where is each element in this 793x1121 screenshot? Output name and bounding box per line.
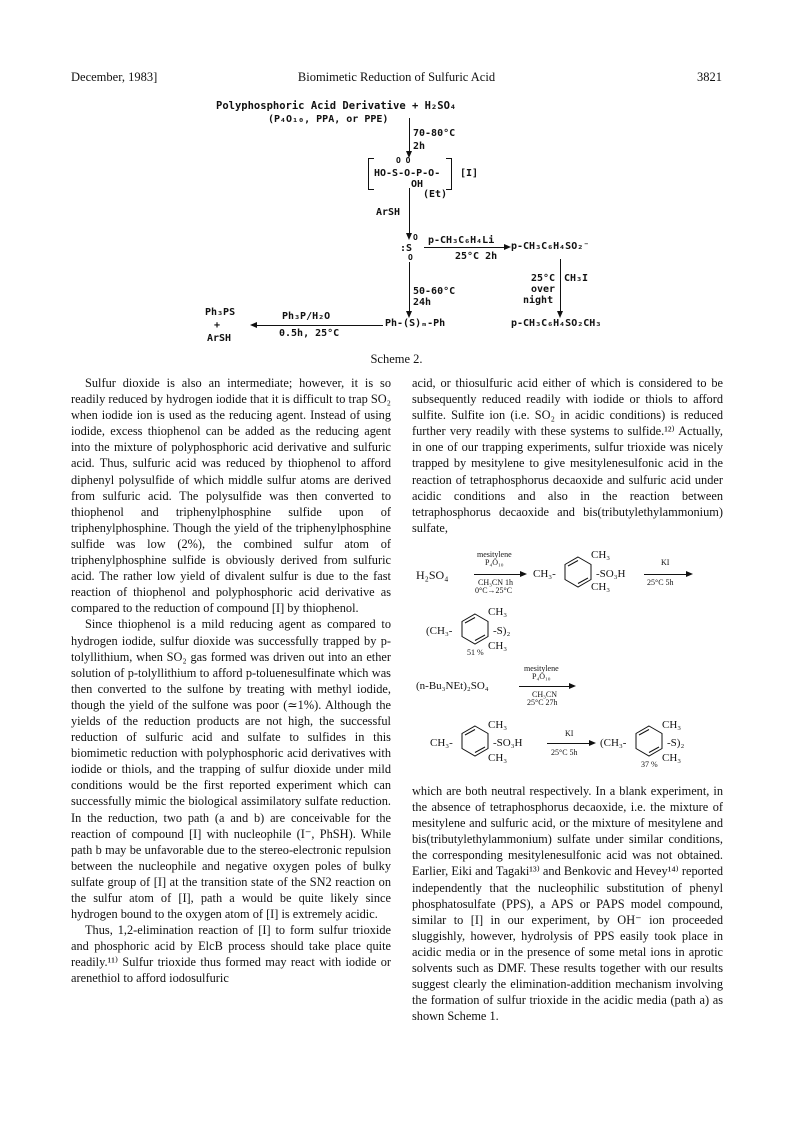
scheme-reactant-options: (P₄O₁₀, PPA, or PPE) (268, 114, 389, 125)
r1-reagent: mesitylene (477, 550, 512, 559)
scheme-arrow-4 (560, 259, 561, 314)
scheme-caption: Scheme 2. (370, 352, 423, 366)
so2-o-top: O (413, 233, 418, 242)
left-column (71, 375, 391, 987)
so2-label: :S (400, 243, 413, 254)
arrow-head (686, 571, 693, 577)
scheme-arrow-3 (424, 247, 506, 248)
methylation-over: over (531, 284, 556, 295)
r3-reactant: (n-Bu₃NEt)₂SO₄ (416, 680, 489, 692)
arrow-head (250, 322, 257, 328)
scheme-reactants: Polyphosphoric Acid Derivative + H₂SO₄ (216, 100, 457, 112)
paragraph: Since thiophenol is a mild reducing agent as compared to hydrogen iodide, sulfur dioxide was successfully trapped by p-tolyllithium, when SO₂ gas formed was driven out into an ether solution of p-tolyllithium to afford p-toluenesulfinate which was then converted to the sulfone by treating with methyl iodide, though the yield of the sulfone was poor (≃1%). Although the yields of the reduction products are not high, the successful reduction of sulfuric acid and sulfate to sulfides in this biomimetic reduction with polyphosphoric acid derivatives with iodide or thiols, and the trapping of sulfur dioxide under mild conditions would be the first reported experiment which can successfully mimic the biological assimilatory sulfate reduction. In the reduction, two path (a and b) are conceivable for the reaction of compound [I] with nucleophile (I⁻, PhSH). While path b may be unfavorable due to the stereo-electronic repulsion between the nucleophile and negative oxygen poles of bulky sulfate group of [I] at the transition state of the SN2 reaction on the sulfur atom of [I], path a would be quite likely since hydrogen bound to the oxygen atom of [I] is extremely acidic. (71, 617, 391, 922)
scheme-arrow-2 (409, 188, 410, 236)
reagent-arsh: ArSH (376, 207, 401, 218)
right-column-top (412, 375, 723, 536)
intermediate-formula: HO-S-O-P-O- (374, 168, 441, 179)
scheme-arrow-1 (409, 118, 410, 154)
paragraph: acid, or thiosulfuric acid either of which is considered to be subsequently reduced readily with iodide or thiols to afford sulfite. Sulfite ion (i.e. SO₂ in acidic conditions) is reduced further very readily with these systems to sulfide.¹²⁾ Actually, in one of our trapping experiments, sulfur trioxide was nicely trapped by mesitylene to give mesitylenesulfonic acid in the reaction of tetraphosphorus decaoxide and sulfuric acid under acidic conditions and also in the reaction between tetraphosphorus decaoxide and bis(tributylethylammonium) sulfate, (412, 376, 723, 535)
intermediate-et: (Et) (423, 189, 448, 200)
scheme-cond-time: 2h (413, 141, 426, 152)
product-ph3ps: Ph₃PS (205, 307, 236, 318)
intermediate-oh: OH (411, 179, 424, 190)
r1-reactant: H₂SO₄ (416, 568, 449, 582)
r1-cond2: 0°C→25°C (475, 586, 513, 595)
polysulfide: Ph-(S)ₘ-Ph (385, 318, 446, 329)
page-number: 3821 (697, 70, 722, 84)
right-column-bottom (412, 783, 723, 1024)
arrow-head (520, 571, 527, 577)
arrow-head (406, 311, 412, 318)
r1-reagent-sub: P₄O₁₀ (485, 558, 504, 567)
methylation-temp: 25°C (531, 273, 556, 284)
running-header-title: Biomimetic Reduction of Sulfuric Acid (297, 70, 496, 84)
sulfone-product: p-CH₃C₆H₄SO₂CH₃ (511, 318, 602, 329)
so2-o-bottom: O (408, 253, 413, 262)
li-reagent: p-CH₃C₆H₄Li (428, 235, 495, 246)
running-header-date: December, 1983] (71, 70, 158, 84)
methylation-night: night (523, 295, 554, 306)
arrow-head (589, 740, 596, 746)
arrow-head (557, 311, 563, 318)
scheme-arrow-6 (255, 325, 383, 326)
intermediate-label: [I] (460, 168, 479, 179)
paragraph: Thus, 1,2-elimination reaction of [I] to form sulfur trioxide and phosphoric acid by ElcB process should take place quite readily.¹¹⁾ Sulfur trioxide thus formed may react with iodide or arenethiol to afford iodosulfuric (71, 923, 391, 986)
paragraph: Sulfur dioxide is also an intermediate; however, it is so readily reduced by hydrogen iodide that it is difficult to trap SO₂ when iodide ion is used as the reducing agent. Instead of using iodide, excess thiophenol can be added as the reducing agent into the mixture of polyphosphoric acid derivative and sulfuric acid. Thus, sulfuric acid was reduced by thiophenol to afford diphenyl polysulfide of which middle sulfur atoms are derived from sulfuric acid. The polysulfide was then converted to thiophenol and triphenylphosphine sulfide upon of triphenylphosphine. Though the yield of the triphenylphosphine sulfide was low (2%), the combined sulfur atom of triphenylphosphine sulfide is obviously derived from sulfuric acid. The rather low yield of divalent sulfur is due to the fast reaction of thiophenol and polyphosphoric acid derivative as compared to the reduction of compound [I] by thiophenol. (71, 376, 391, 616)
scheme-cond-temp: 70-80°C (413, 128, 456, 139)
scheme-arrow-5 (409, 262, 410, 314)
methylation-reagent: CH₃I (564, 273, 589, 284)
sulfinate-product: p-CH₃C₆H₄SO₂⁻ (511, 241, 590, 252)
poly-cond-temp: 50-60°C (413, 286, 456, 297)
ph3p-conditions: 0.5h, 25°C (279, 328, 340, 339)
ph3p-reagent: Ph₃P/H₂O (282, 311, 331, 322)
poly-cond-time: 24h (413, 297, 432, 308)
r1-cond1: CH₃CN 1h (478, 578, 514, 587)
arrow-head (406, 233, 412, 240)
li-conditions: 25°C 2h (455, 251, 498, 262)
product-arsh: ArSH (207, 333, 232, 344)
product-plus: + (214, 320, 221, 331)
arrow-head (569, 683, 576, 689)
paragraph: which are both neutral respectively. In a blank experiment, in the absence of tetraphosphorus decaoxide, i.e. the mixture of mesitylene and sulfuric acid, or the mixture of mesitylene and bis(tributylethylammonium) sulfate under similar conditions, the corresponding mesitylenesulfonic acid was not obtained. Earlier, Eiki and Tagaki¹³⁾ and Benkovic and Hevey¹⁴⁾ reported independently that the nucleophilic substitution of phenyl phosphatosulfate (PPS), a APS or PAPS model compound, similar to [I] in our experiment, by OH⁻ ion proceeded sluggishly, however, hydrolysis of PPS easily took place in acidic media or in the presence of some metal ions in aprotic solvents such as DMF. These results together with our results suggest clearly the elimination-addition mechanism involving the formation of sulfur trioxide in the acidic media (path a) as shown Scheme 1. (412, 784, 723, 1024)
bracket-right (446, 158, 452, 190)
arrow-head (504, 244, 511, 250)
